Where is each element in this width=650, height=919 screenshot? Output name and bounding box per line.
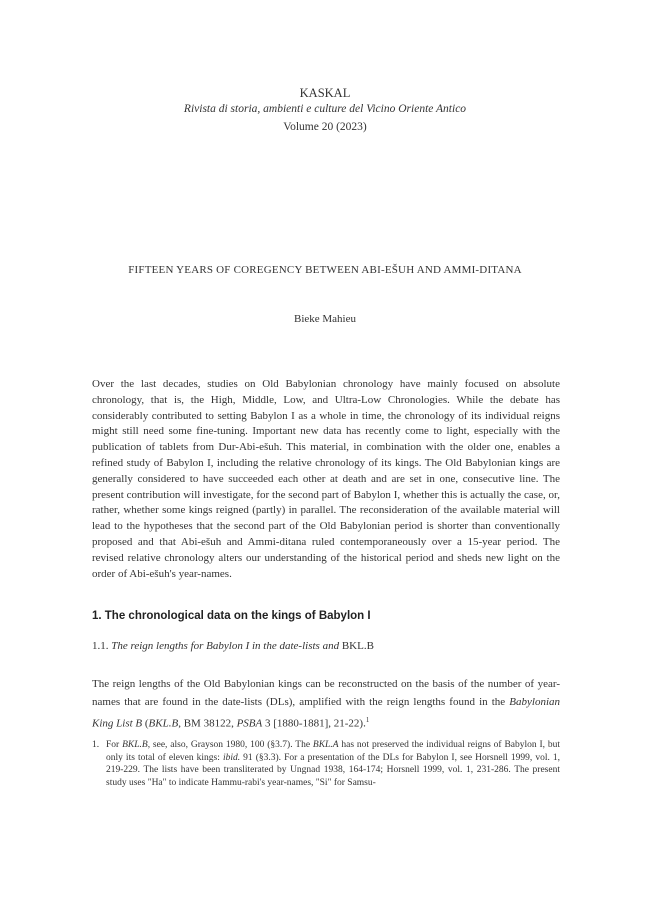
footnote-italic: BKL.A: [312, 740, 339, 750]
journal-subtitle: Rivista di storia, ambienti e culture del Vicino Oriente Antico: [183, 103, 467, 115]
footnote-italic: BKL.B: [122, 740, 148, 750]
body-text: The reign lengths of the Old Babylonian kings can be reconstructed on the basis of the number of year-names that are found in the date-lists (DLs), amplified with the reign lengths found in the: [92, 678, 560, 708]
journal-name: KASKAL: [299, 86, 351, 100]
body-text: (: [144, 717, 149, 730]
footnote-segment: 91 (§3.3). For a presentation of the DLs for Babylon I, see Horsnell 1999, vol. 1, 219-229. The lists have been transliterated by Ungnad 1938, 164-174; Horsnell 1999, vol. 1, 231-286. The present study uses "Ha" to indicate Hammu-rabi's year-names, "Si" for Samsu-: [106, 752, 561, 788]
body-text: 3 [1880-1881], 21-22).: [265, 717, 366, 730]
body-italic-abbrev: BKL.B: [148, 717, 179, 730]
footnote-segment: has not preserved the individual reigns of Babylon I, but only its total of eleven kings:: [106, 740, 561, 763]
author-name: Bieke Mahieu: [293, 313, 356, 325]
footnote-italic: ibid.: [222, 752, 241, 763]
subsection-title-plain: BKL.B: [341, 640, 374, 652]
footnote-marker: 1: [365, 716, 370, 724]
body-paragraph: [92, 675, 560, 733]
article-title: FIFTEEN YEARS OF COREGENCY BETWEEN ABI-EŠUH AND AMMI-DITANA: [128, 264, 522, 276]
section-heading: 1. The chronological data on the kings of Babylon I: [92, 610, 371, 622]
footnote-segment: , see, also, Grayson 1980, 100 (§3.7). The: [147, 740, 311, 750]
body-italic-title: Babylonian King List B: [92, 696, 560, 730]
subsection-number: 1.1.: [92, 640, 109, 652]
footnote-text: [106, 739, 560, 789]
footnote-number: 1.: [92, 740, 100, 750]
footnote: [92, 739, 560, 789]
footnote-segment: For: [106, 740, 120, 750]
subsection-heading: [92, 640, 562, 652]
body-text: , BM 38122,: [178, 717, 234, 730]
body-italic-journal: PSBA: [236, 717, 263, 730]
abstract: Over the last decades, studies on Old Babylonian chronology have mainly focused on absolute chronology, that is, the High, Middle, Low, and Ultra-Low Chronologies. While the debate has considerably contributed to setting Babylon I as a whole in time, the chronology of its individual reigns might still need some fine-tuning. Important new data has recently come to light, especially with the publication of tablets from Dur-Abi-ešuh. This material, in combination with the older one, enables a refined study of Babylon I, including the relative chronology of its kings. The Old Babylonian kings are generally considered to have succeeded each other at death and are set in one, consecutive line. The present contribution will investigate, for the second part of Babylon I, whether this is actually the case, or, rather, whether some kings reigned (partly) in parallel. The reconsideration of the available material will lead to the hypotheses that the second part of the Old Babylonian period is shorter than conventionally proposed and that Abi-ešuh and Ammi-ditana ruled contemporaneously over a 15-year period. The revised relative chronology alters our understanding of the historical period and sheds new light on the order of Abi-ešuh's year-names.: [92, 378, 560, 580]
subsection-title-italic: The reign lengths for Babylon I in the date-lists and: [111, 640, 340, 652]
journal-volume: Volume 20 (2023): [283, 121, 367, 133]
